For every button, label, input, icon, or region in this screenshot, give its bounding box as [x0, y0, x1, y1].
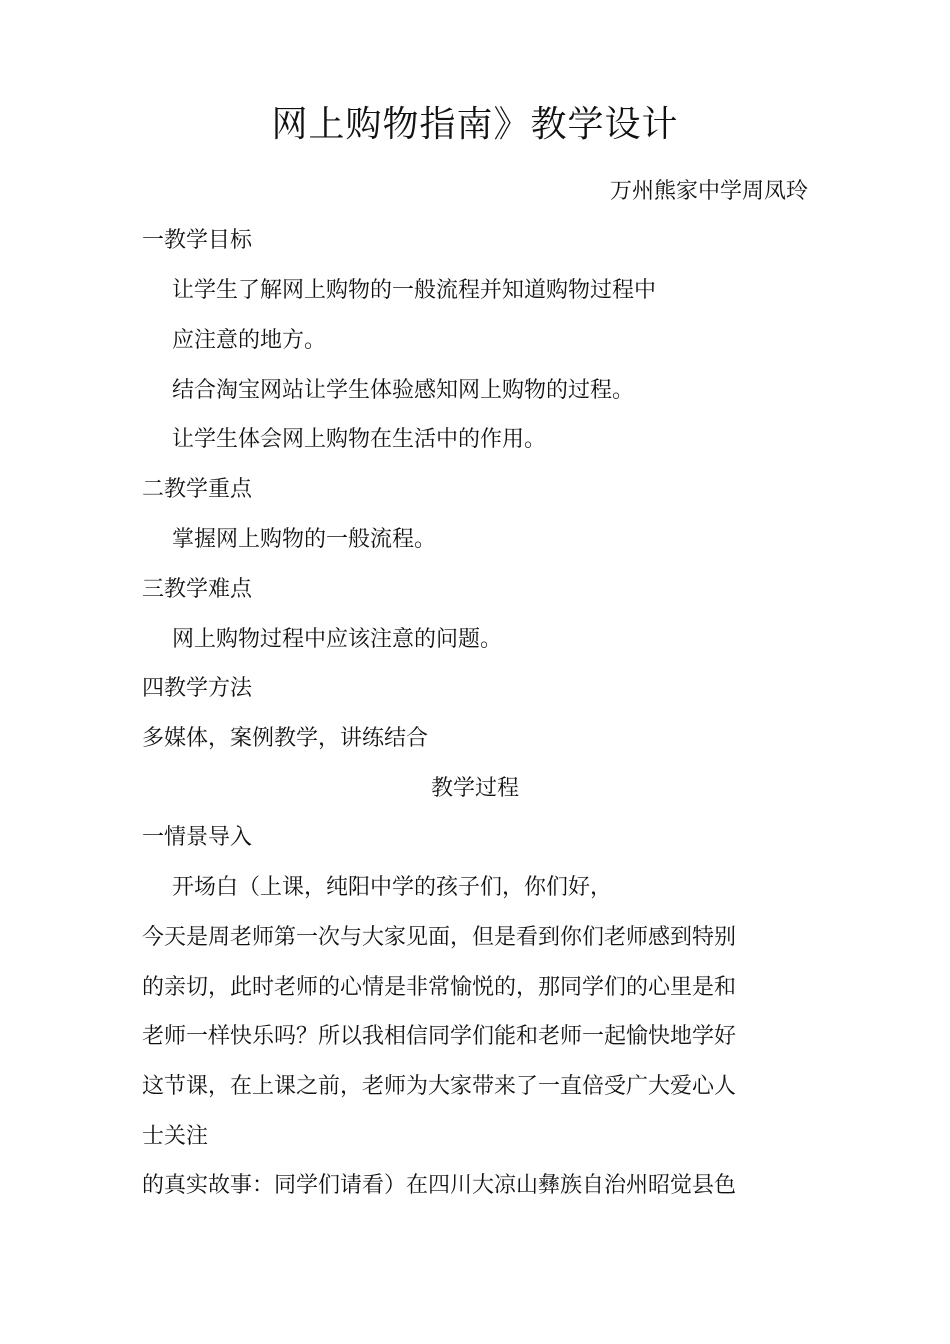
- section-heading-key-points: 二教学重点: [142, 477, 253, 502]
- intro-line-4: 老师一样快乐吗？所以我相信同学们能和老师一起愉快地学好: [142, 1024, 737, 1049]
- objective-line-2: 应注意的地方。: [172, 328, 327, 353]
- intro-line-1: 开场白（上课，纯阳中学的孩子们，你们好，: [172, 875, 613, 900]
- intro-line-3: 的亲切，此时老师的心情是非常愉悦的，那同学们的心里是和: [142, 975, 737, 1000]
- intro-line-6: 士关注: [142, 1124, 209, 1149]
- section-heading-methods: 四教学方法: [142, 676, 253, 701]
- section-heading-objectives: 一教学目标: [142, 228, 253, 253]
- methods-line: 多媒体，案例教学，讲练结合: [142, 726, 429, 751]
- intro-line-2: 今天是周老师第一次与大家见面，但是看到你们老师感到特别: [142, 925, 737, 950]
- document-title: 网上购物指南》教学设计: [271, 104, 679, 145]
- intro-line-7: 的真实故事：同学们请看）在四川大凉山彝族自治州昭觉县色: [142, 1173, 737, 1198]
- objective-line-3: 结合淘宝网站让学生体验感知网上购物的过程。: [172, 378, 635, 403]
- section-heading-intro: 一情景导入: [142, 825, 253, 850]
- intro-line-5: 这节课，在上课之前，老师为大家带来了一直倍受广大爱心人: [142, 1074, 737, 1099]
- key-points-line: 掌握网上购物的一般流程。: [172, 527, 437, 552]
- difficulties-line: 网上购物过程中应该注意的问题。: [172, 627, 503, 652]
- section-heading-difficulties: 三教学难点: [142, 577, 253, 602]
- process-heading: 教学过程: [430, 776, 519, 801]
- objective-line-4: 让学生体会网上购物在生活中的作用。: [172, 427, 547, 452]
- author-line: 万州熊家中学周凤玲: [609, 179, 808, 204]
- objective-line-1: 让学生了解网上购物的一般流程并知道购物过程中: [172, 278, 657, 303]
